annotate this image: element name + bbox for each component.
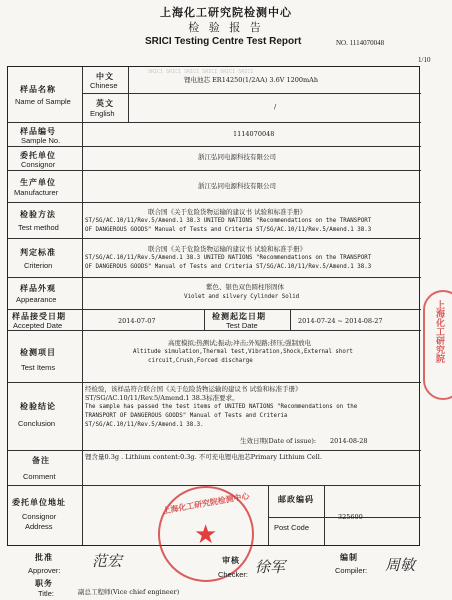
consignor-label-en: Consignor [21,160,56,169]
compiler-signature: 周敏 [385,556,416,574]
sample-no-label-en: Sample No. [21,136,61,145]
criterion-line: OF DANGEROUS GOODS" Manual of Tests and Criteria ST/SG/AC.10/11/Rev.5/Amend.1 38.3 [85,264,372,270]
conclusion-line: TRANSPORT OF DANGEROUS GOODS" Manual of Tests and Criteria [85,413,288,419]
compiler-label-cn: 编制 [340,553,358,562]
conclusion-label-cn: 检验结论 [20,402,56,411]
compiler-label-en: Compiler: [335,566,368,575]
post-code-label-cn: 邮政编码 [278,495,314,504]
column-divider [128,67,129,122]
test-items-label-cn: 检测项目 [20,348,56,357]
conclusion-line: ST/SG/AC.10/11/Rev.5/Amend.1 38.3标准要求。 [85,394,239,402]
conclusion-line: The sample has passed the test items of UNITED NATIONS "Recommendations on the [85,404,358,410]
approver-label-cn: 批准 [35,553,53,562]
checker-label-en: Checker: [218,570,249,579]
report-title-en: SRICI Testing Centre Test Report [145,36,302,47]
consignor-value: 浙江弘同电源科技有限公司 [198,153,276,161]
institute-title: 上海化工研究院检测中心 [160,6,292,19]
title-label-en: Title: [38,589,54,598]
checker-signature: 徐军 [255,558,286,576]
post-code-label-en: Post Code [274,523,310,532]
consignor-label-cn: 委托单位 [20,151,56,160]
criterion-label-en: Criterion [24,261,53,270]
chinese-label-en: Chinese [90,81,118,90]
issue-date-label: 生效日期(Date of issue): [240,437,317,445]
row-divider [8,202,421,203]
row-divider [8,450,421,451]
test-items-line: Altitude simulation,Thermal test,Vibration,Shock,External short [133,349,353,355]
test-items-line: 高度模拟;热测试;振动;冲击;外短路;挤压;强制放电 [168,339,312,347]
column-divider [324,485,325,545]
seal-star-icon: ★ [194,520,218,550]
appearance-label-en: Appearance [16,295,57,304]
test-date-label-en: Test Date [226,321,258,330]
test-method-label-cn: 检验方法 [20,210,56,219]
english-label-en: English [90,109,115,118]
conclusion-label-en: Conclusion [18,419,56,428]
test-method-line: 联合国《关于危险货物运输的建议书 试验和标准手册》 [148,208,307,216]
chinese-label-cn: 中文 [96,72,114,81]
test-method-line: ST/SG/AC.10/11/Rev.5/Amend.1 38.3 UNITED NATIONS "Recommendations on the TRANSPORT [85,218,372,224]
side-seal [423,290,452,400]
title-label-cn: 职务 [35,579,53,588]
checker-label-cn: 审核 [222,556,240,565]
comment-label-en: Comment [23,472,56,481]
approver-label-en: Approver: [28,566,61,575]
address-label-en: Address [25,522,53,531]
manufacturer-label-en: Manufacturer [14,188,59,197]
row-divider [8,309,421,310]
conclusion-line: ST/SG/AC.10/11/Rev.5/Amend.1 38.3. [85,422,204,428]
accepted-date-value: 2014-07-07 [118,317,156,325]
criterion-line: 联合国《关于危险货物运输的建议书 试验和标准手册》 [148,245,307,253]
test-items-line: circuit,Crush,Forced discharge [148,358,253,364]
row-divider [82,93,421,94]
sample-name-label-en: Name of Sample [15,97,71,106]
row-divider [8,382,421,383]
row-divider [8,122,421,123]
appearance-line: 紫色、银色双色圆柱形固体 [206,283,284,291]
approver-signature: 范宏 [92,552,123,570]
row-divider [8,238,421,239]
sample-name-cn-value: 锂电池芯 ER14250(1/2AA) 3.6V 1200mAh [184,76,319,84]
column-divider [204,309,205,330]
post-code-value: 325600 [338,513,363,521]
accepted-date-label-en: Accepted Date [13,321,63,330]
appearance-line: Violet and silvery Cylinder Solid [184,294,300,300]
report-number: NO. 1114070048 [336,39,385,47]
sample-name-en-value: / [274,103,277,111]
test-date-value: 2014-07-24 ~ 2014-08-27 [298,317,383,325]
accepted-date-label-cn: 样品接受日期 [12,312,66,321]
title-value: 副总工程师(Vice chief engineer) [78,588,180,596]
test-method-label-en: Test method [18,223,59,232]
watermark-text: SRICI SRICI SRICI SRICI SRICI SRICI [148,69,254,75]
seal-text: 上海化工研究院检测中心 [161,491,251,516]
address-label-cn: 委托单位地址 [12,498,66,507]
sample-no-value: 1114070048 [233,130,275,138]
page-number: 1/10 [418,56,431,64]
column-divider [268,485,269,545]
test-method-line: OF DANGEROUS GOODS" Manual of Tests and Criteria ST/SG/AC.10/11/Rev.5/Amend.1 38.3 [85,227,372,233]
row-divider [8,277,421,278]
english-label-cn: 英文 [96,99,114,108]
criterion-line: ST/SG/AC.10/11/Rev.5/Amend.1 38.3 UNITED NATIONS "Recommendations on the TRANSPORT [85,255,372,261]
official-seal [158,486,254,582]
row-divider [8,146,421,147]
address-label-en: Consignor [22,512,57,521]
report-table [7,66,420,546]
row-divider [8,170,421,171]
manufacturer-label-cn: 生产单位 [20,178,56,187]
issue-date-value: 2014-08-28 [330,437,368,445]
manufacturer-value: 浙江弘同电源科技有限公司 [198,182,276,190]
column-divider [82,67,83,545]
sample-no-label-cn: 样品编号 [20,127,56,136]
side-seal-text: 上海化工研究院 [434,300,444,363]
appearance-label-cn: 样品外观 [20,284,56,293]
report-subtitle: 检 验 报 告 [188,21,264,34]
row-divider [8,330,421,331]
comment-label-cn: 备注 [32,456,50,465]
criterion-label-cn: 判定标准 [20,248,56,257]
test-date-label-cn: 检测起迄日期 [212,312,266,321]
sample-name-label-cn: 样品名称 [20,85,56,94]
conclusion-line: 经检验，该样品符合联合国《关于危险货物运输的建议书 试验和标准手册》 [85,385,302,393]
column-divider [290,309,291,330]
test-items-label-en: Test Items [21,363,56,372]
comment-value: 锂含量0.3g . Lithium content:0.3g. 不可充电锂电池芯Primary Lithium Cell. [85,453,322,461]
